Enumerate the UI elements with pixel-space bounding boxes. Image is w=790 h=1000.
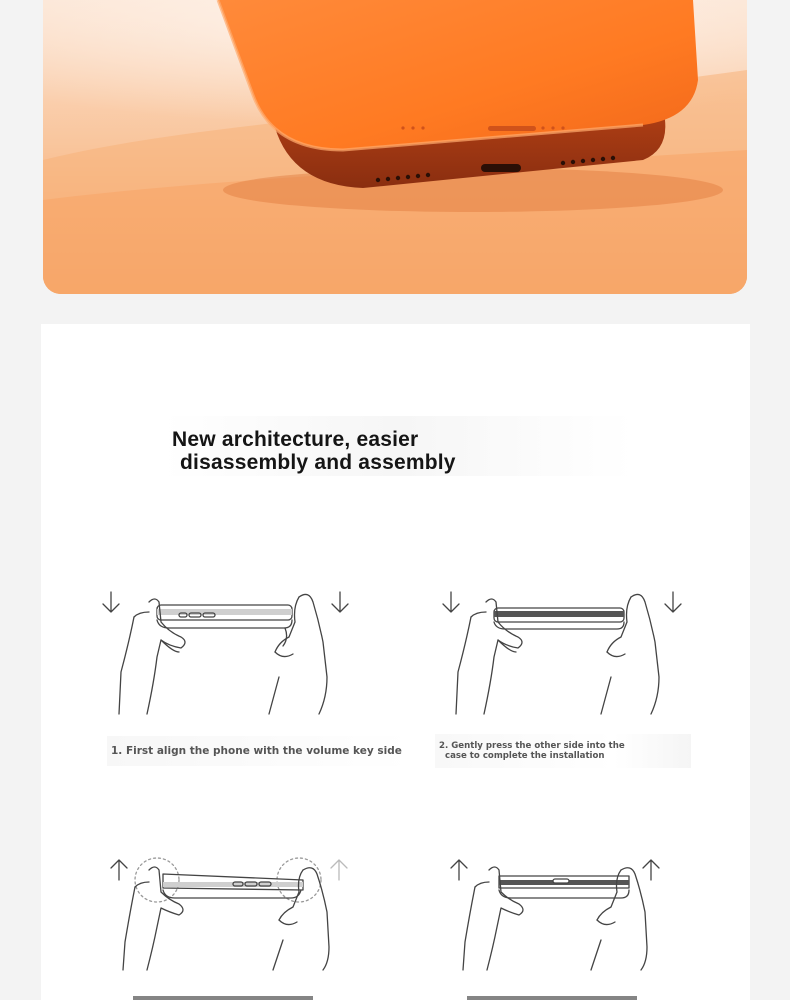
- step-2-illustration: [439, 582, 699, 717]
- hands-press-other-side-down-icon: [439, 582, 699, 717]
- headline: [162, 416, 634, 476]
- clipped-caption-fragment: [467, 994, 657, 1000]
- hands-lift-phone-corners-icon: [103, 852, 363, 972]
- product-photo: [43, 0, 747, 294]
- step-1-illustration: [99, 582, 359, 717]
- step-3-illustration: [103, 852, 363, 972]
- hands-press-phone-down-icon: [99, 582, 359, 717]
- orange-phone-case-image: [43, 0, 747, 294]
- step-4-caption: [467, 994, 657, 1000]
- step-4-illustration: [441, 852, 701, 972]
- instruction-card: [41, 324, 750, 1000]
- headline-line-2: disassembly and assembly: [174, 451, 456, 474]
- hands-lift-phone-side-icon: [441, 852, 701, 972]
- step-3-caption: [133, 994, 333, 1000]
- step-2-caption: 2. Gently press the other side into the case to complete the installation: [435, 734, 691, 768]
- headline-line-1: New architecture, easier: [172, 428, 419, 451]
- step-1-caption: 1. First align the phone with the volume key side: [107, 736, 411, 766]
- clipped-caption-fragment: [133, 994, 333, 1000]
